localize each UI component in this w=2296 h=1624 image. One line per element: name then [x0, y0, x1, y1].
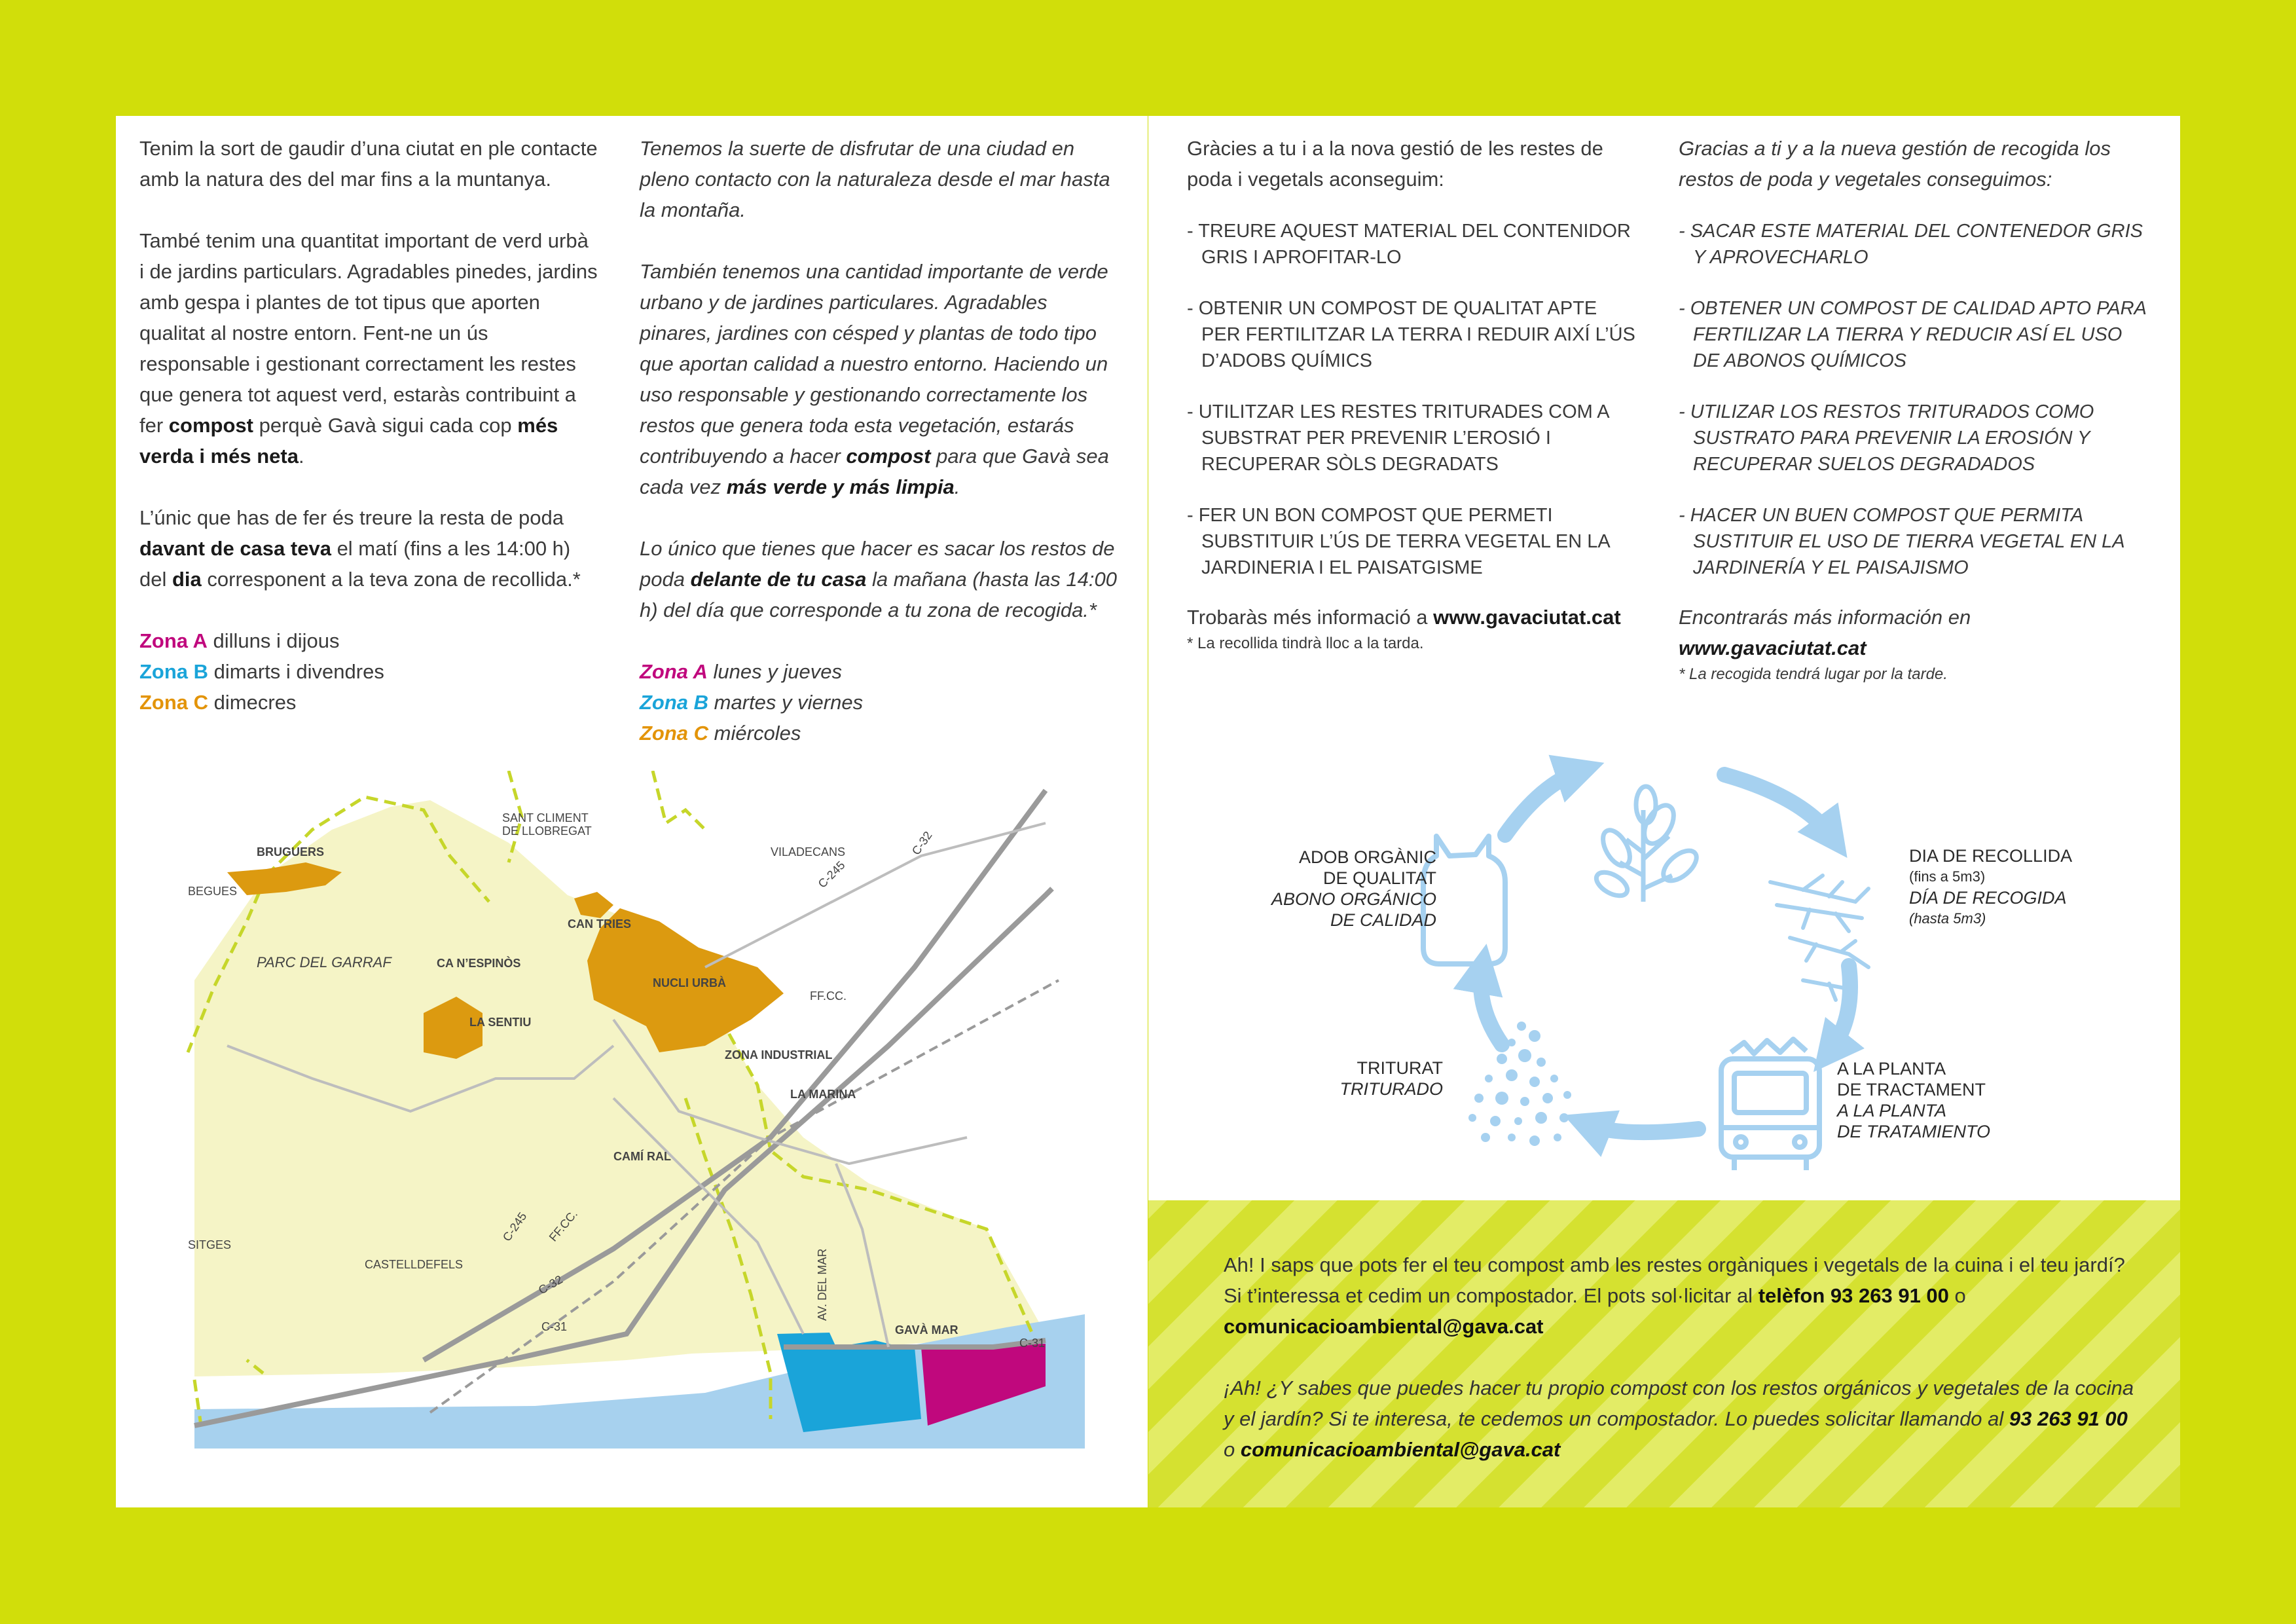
- zone-b-days: martes y viernes: [708, 691, 864, 714]
- label-sant-climent: DE LLOBREGAT: [502, 824, 592, 838]
- arrow-to-crushed: [1587, 1124, 1698, 1132]
- label-castelldefels: CASTELLDEFELS: [365, 1258, 464, 1271]
- composter-offer-es: [1224, 1373, 2140, 1465]
- column-catalan-intro: [139, 133, 598, 718]
- zone-b-label: Zona B: [139, 660, 209, 683]
- label-c245: C-245: [815, 858, 848, 891]
- bold-location: delante de tu casa: [690, 568, 867, 591]
- paragraph-intro: Tenim la sort de gaudir d’una ciutat en ple contacte amb la natura des del mar fins a la muntanya.: [139, 137, 598, 191]
- website-link[interactable]: www.gavaciutat.cat: [1679, 637, 1867, 659]
- label-c245: C-245: [500, 1209, 530, 1244]
- text-span: También tenemos una cantidad importante de verde urbano y de jardines particulares. Agradables pinares, jardines con césped y plantas de todo tipo que aportan calidad a nuestro entorno. Haciendo un uso responsable y gestionando correctamente los restos que genera toda esta vegetación, estarás contribuyendo a hacer: [640, 260, 1108, 468]
- label-nucli-urba: NUCLI URBÀ: [653, 976, 726, 989]
- phone-number[interactable]: telèfon 93 263 91 00: [1758, 1284, 1949, 1307]
- collection-ca: DIA DE RECOLLIDA: [1909, 846, 2073, 866]
- fertilizer-ca-line: ADOB ORGÀNIC: [1298, 847, 1436, 867]
- zone-b-row: [640, 687, 1118, 718]
- zone-a-label: Zona A: [139, 629, 208, 652]
- collection-es-sub: (hasta 5m3): [1909, 910, 1986, 927]
- zone-c-days: dimecres: [208, 691, 297, 714]
- text-span: perquè Gavà sigui cada cop: [253, 414, 518, 437]
- zone-c-label: Zona C: [640, 722, 709, 745]
- bold-greener: més verda i més neta: [139, 414, 558, 468]
- label-can-tries: CAN TRIES: [568, 917, 632, 931]
- zone-schedule: [640, 656, 1118, 748]
- label-bruguers: BRUGUERS: [257, 845, 325, 858]
- zone-c-days: miércoles: [708, 722, 801, 745]
- text-span: o: [1224, 1438, 1241, 1461]
- zone-a-days: dilluns i dijous: [207, 629, 340, 652]
- zone-schedule: [139, 625, 598, 718]
- label-viladecans: VILADECANS: [771, 845, 846, 858]
- collection-es: DÍA DE RECOGIDA: [1909, 888, 2067, 908]
- arrow-to-plants: [1505, 771, 1580, 835]
- paragraph-instructions: [640, 533, 1118, 625]
- bold-location: davant de casa teva: [139, 537, 331, 560]
- plant-ca-line: DE TRACTAMENT: [1837, 1080, 1986, 1099]
- zone-b-row: [139, 656, 598, 687]
- label-sitges: SITGES: [188, 1238, 232, 1251]
- zone-b-label: Zona B: [640, 691, 709, 714]
- label-crushed: [1279, 1058, 1443, 1099]
- bold-compost: compost: [168, 414, 253, 437]
- composter-offer-ca: [1224, 1249, 2140, 1342]
- zone-c-row: [139, 687, 598, 718]
- text-span: la mañana (hasta las 14:00 h) del día que corresponde a tu zona de recogida.*: [640, 568, 1117, 621]
- arrow-to-collection: [1724, 775, 1832, 838]
- benefit-item: - HACER UN BUEN COMPOST QUE PERMITA SUSTITUIR EL USO DE TIERRA VEGETAL EN LA JARDINERÍA Y EL PAISAJISMO: [1679, 505, 2124, 578]
- fertilizer-es-line: DE CALIDAD: [1330, 910, 1436, 930]
- text-span: .: [298, 445, 304, 468]
- phone-number[interactable]: 93 263 91 00: [2009, 1407, 2128, 1430]
- paragraph-intro: Tenemos la suerte de disfrutar de una ciudad en pleno contacto con la naturaleza desde el mar hasta la montaña.: [640, 137, 1110, 221]
- zone-a-row: [139, 625, 598, 656]
- fertilizer-ca-line: DE QUALITAT: [1322, 868, 1436, 888]
- crushed-ca: TRITURAT: [1357, 1058, 1443, 1078]
- label-treatment-plant: [1837, 1058, 2033, 1142]
- bold-greener: más verde y más limpia: [726, 475, 955, 498]
- benefits-intro: Gràcies a tu i a la nova gestió de les restes de poda i vegetals aconseguim:: [1187, 137, 1603, 191]
- arrow-to-plant: [1829, 966, 1850, 1052]
- label-collection-day: [1909, 845, 2132, 929]
- benefit-item: - OBTENIR UN COMPOST DE QUALITAT APTE PER FERTILITZAR LA TERRA I REDUIR AIXÍ L’ÚS D’ADOBS QUÍMICS: [1187, 298, 1635, 371]
- map-land: [194, 800, 1046, 1376]
- benefits-intro: Gracias a ti y a la nueva gestión de recogida los restos de poda y vegetales conseguimos:: [1679, 137, 2111, 191]
- label-zona-industrial: ZONA INDUSTRIAL: [725, 1048, 833, 1061]
- crushed-particles-icon: [1468, 1022, 1571, 1146]
- arrow-to-fertilizer: [1481, 969, 1502, 1044]
- label-c32: C-32: [536, 1272, 565, 1297]
- paragraph-instructions: [139, 502, 598, 595]
- text-span: ¡Ah! ¿Y sabes que puedes hacer tu propio compost con los restos orgánicos y vegetales de la cocina y el jardín? Si te interesa, te cedemos un compostador. Lo puedes solicitar llamando al: [1224, 1376, 2134, 1430]
- zone-c-label: Zona C: [139, 691, 209, 714]
- text-span: el matí (fins a les 14:00 h) del: [139, 537, 571, 591]
- label-parc-garraf: PARC DEL GARRAF: [257, 954, 392, 970]
- composter-offer-box: [1148, 1200, 2180, 1507]
- label-c31: C-31: [1019, 1337, 1046, 1350]
- truck-icon: [1721, 1039, 1819, 1170]
- label-gava-mar: GAVÀ MAR: [895, 1323, 958, 1337]
- label-sant-climent: SANT CLIMENT: [502, 811, 589, 824]
- text-span: Encontrarás más información en: [1679, 606, 1971, 629]
- label-la-sentiu: LA SENTIU: [469, 1016, 532, 1029]
- text-span: Trobaràs més informació a: [1187, 606, 1434, 629]
- zone-a-label: Zona A: [640, 660, 708, 683]
- benefit-item: - FER UN BON COMPOST QUE PERMETI SUBSTITUIR L’ÚS DE TERRA VEGETAL EN LA JARDINERIA I EL PAISATGISME: [1187, 505, 1610, 578]
- fertilizer-es-line: ABONO ORGÁNICO: [1271, 889, 1436, 909]
- text-span: L’únic que has de fer és treure la resta de poda: [139, 506, 564, 529]
- text-span: corresponent a la teva zona de recollida.*: [201, 568, 581, 591]
- benefit-item: - SACAR ESTE MATERIAL DEL CONTENEDOR GRIS Y APROVECHARLO: [1679, 221, 2143, 268]
- label-c32: C-32: [909, 828, 935, 858]
- text-span: o: [1948, 1284, 1966, 1307]
- label-begues: BEGUES: [188, 885, 238, 898]
- collection-zone-map: [116, 771, 1148, 1507]
- benefit-item: - TREURE AQUEST MATERIAL DEL CONTENIDOR GRIS I APROFITAR-LO: [1187, 221, 1631, 268]
- text-span: Ah! I saps que pots fer el teu compost amb les restes orgàniques i vegetals de la cuina i el teu jardí? Si t’interessa et cedim un compostador. El pots sol·licitar al: [1224, 1253, 2125, 1307]
- bold-compost: compost: [846, 445, 931, 468]
- column-spanish-intro: [640, 133, 1118, 748]
- composter-offer-text: [1224, 1249, 2140, 1496]
- paragraph-green: [139, 225, 598, 471]
- label-c31: C-31: [541, 1320, 568, 1333]
- plant-ca-line: A LA PLANTA: [1837, 1059, 1946, 1079]
- text-span: para que Gavà sea cada vez: [640, 445, 1109, 498]
- text-span: .: [954, 475, 960, 498]
- collection-ca-sub: (fins a 5m3): [1909, 868, 1986, 885]
- label-ffcc: FF.CC.: [546, 1207, 581, 1244]
- plant-es-line: DE TRATAMIENTO: [1837, 1122, 1991, 1141]
- label-ca-nespinos: CA N’ESPINÒS: [437, 957, 521, 970]
- plant-es-line: A LA PLANTA: [1837, 1101, 1947, 1120]
- bold-day: dia: [172, 568, 202, 591]
- website-link[interactable]: www.gavaciutat.cat: [1433, 606, 1621, 629]
- benefit-item: - UTILITZAR LES RESTES TRITURADES COM A SUBSTRAT PER PREVENIR L’EROSIÓ I RECUPERAR SÒLS DEGRADATS: [1187, 401, 1609, 475]
- benefit-item: - UTILIZAR LOS RESTOS TRITURADOS COMO SUSTRATO PARA PREVENIR LA EROSIÓN Y RECUPERAR SUELOS DEGRADADOS: [1679, 401, 2094, 475]
- text-span: Lo único que tienes que hacer es sacar los restos de poda: [640, 537, 1115, 591]
- benefit-item: - OBTENER UN COMPOST DE CALIDAD APTO PARA FERTILIZAR LA TIERRA Y REDUCIR ASÍ EL USO DE ABONOS QUÍMICOS: [1679, 298, 2146, 371]
- right-panel: [1148, 116, 2180, 1200]
- label-fertilizer: [1240, 847, 1436, 931]
- plant-icon: [1592, 786, 1702, 902]
- paragraph-green: [640, 256, 1118, 502]
- crushed-es: TRITURADO: [1339, 1079, 1443, 1099]
- label-cami-ral: CAMÍ RAL: [613, 1150, 671, 1163]
- zone-c-row: [640, 718, 1118, 748]
- zone-b-days: dimarts i divendres: [208, 660, 384, 683]
- footnote: * La recogida tendrá lugar por la tarde.: [1679, 665, 1948, 683]
- zone-a-days: lunes y jueves: [707, 660, 842, 683]
- compost-cycle-diagram: [1148, 116, 2180, 1200]
- text-span: També tenim una quantitat important de verd urbà i de jardins particulars. Agradables pinedes, jardins amb gespa i plantes de tot tipus que aporten qualitat al nostre entorn. Fent-ne un ús responsable i gestionant correctament les restes que genera tot aquest verd, estaràs contribuint a fer: [139, 229, 598, 437]
- email-link[interactable]: comunicacioambiental@gava.cat: [1240, 1438, 1561, 1461]
- zone-a-row: [640, 656, 1118, 687]
- label-av-del-mar: AV. DEL MAR: [816, 1248, 829, 1321]
- email-link[interactable]: comunicacioambiental@gava.cat: [1224, 1315, 1544, 1338]
- label-la-marina: LA MARINA: [790, 1088, 856, 1101]
- footnote: * La recollida tindrà lloc a la tarda.: [1187, 635, 1424, 652]
- left-panel: [116, 116, 1148, 1507]
- label-ffcc: FF.CC.: [810, 989, 847, 1003]
